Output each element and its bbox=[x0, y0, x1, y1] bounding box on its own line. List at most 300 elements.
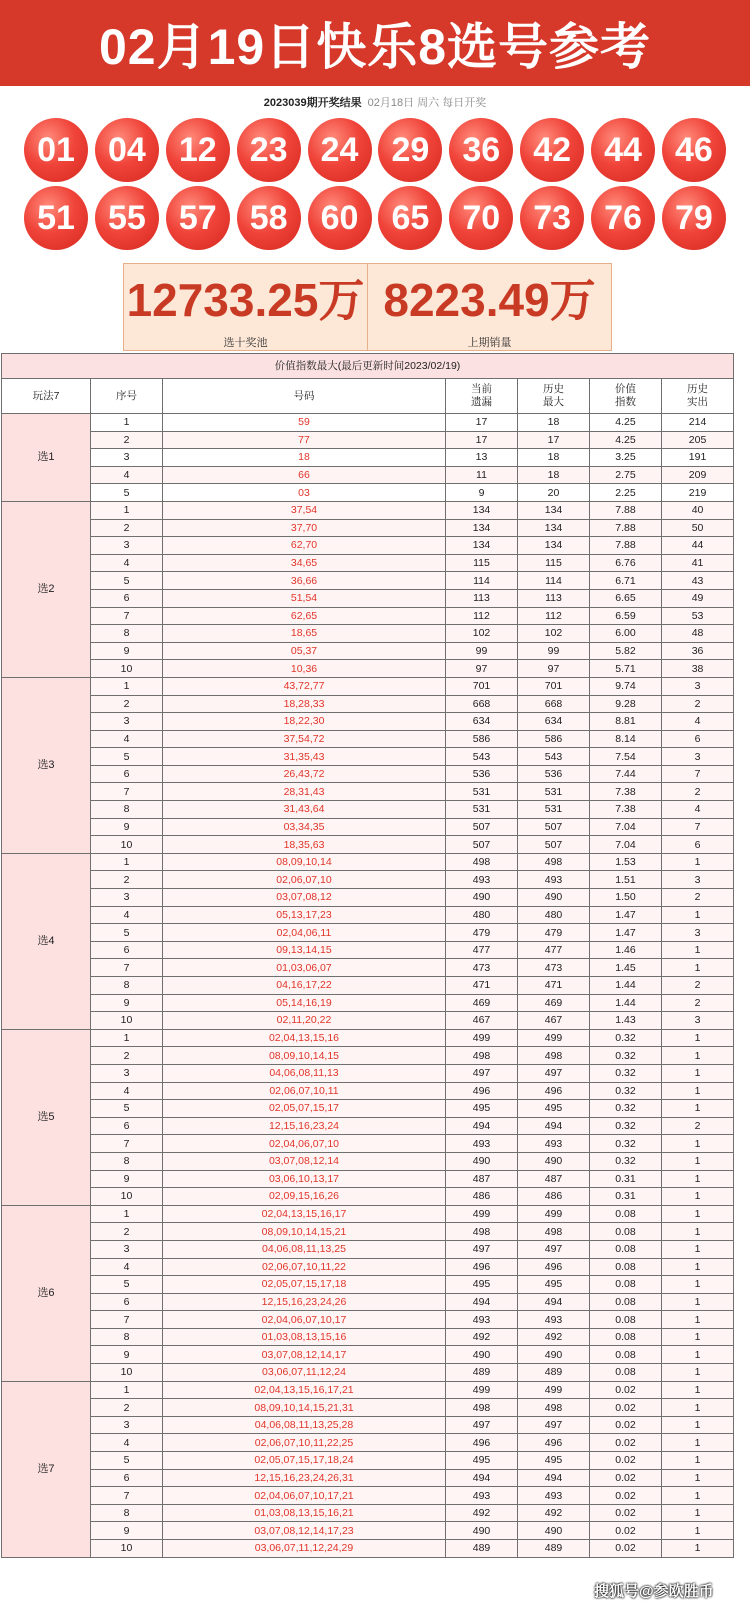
index-cell: 2 bbox=[91, 695, 163, 713]
play-type-cell: 选1 bbox=[2, 414, 91, 502]
numbers-cell: 01,03,08,13,15,16 bbox=[163, 1328, 446, 1346]
table-row bbox=[2, 1082, 734, 1100]
history-hits-cell: 53 bbox=[662, 607, 734, 625]
numbers-cell: 18 bbox=[163, 449, 446, 467]
sales-caption: 上期销量 bbox=[467, 337, 512, 349]
history-max-cell: 490 bbox=[518, 1152, 590, 1170]
current-miss-cell: 497 bbox=[446, 1240, 518, 1258]
table-row bbox=[2, 853, 734, 871]
history-max-cell: 20 bbox=[518, 484, 590, 502]
number-ball: 51 bbox=[24, 186, 88, 250]
table-row bbox=[2, 941, 734, 959]
numbers-cell: 08,09,10,14,15,21,31 bbox=[163, 1399, 446, 1417]
history-hits-cell: 1 bbox=[662, 1381, 734, 1399]
history-max-cell: 493 bbox=[518, 1135, 590, 1153]
history-hits-cell: 1 bbox=[662, 1293, 734, 1311]
numbers-cell: 12,15,16,23,24,26 bbox=[163, 1293, 446, 1311]
history-hits-cell: 38 bbox=[662, 660, 734, 678]
value-index-cell: 0.02 bbox=[590, 1540, 662, 1558]
history-max-cell: 18 bbox=[518, 414, 590, 432]
value-index-cell: 5.71 bbox=[590, 660, 662, 678]
value-index-cell: 0.02 bbox=[590, 1399, 662, 1417]
numbers-cell: 02,06,07,10,11,22 bbox=[163, 1258, 446, 1276]
numbers-cell: 04,06,08,11,13,25 bbox=[163, 1240, 446, 1258]
value-index-cell: 1.46 bbox=[590, 941, 662, 959]
table-row bbox=[2, 783, 734, 801]
value-index-cell: 0.32 bbox=[590, 1117, 662, 1135]
index-cell: 1 bbox=[91, 1029, 163, 1047]
index-cell: 8 bbox=[91, 1504, 163, 1522]
index-cell: 6 bbox=[91, 1117, 163, 1135]
table-row bbox=[2, 1152, 734, 1170]
current-miss-cell: 494 bbox=[446, 1117, 518, 1135]
index-cell: 3 bbox=[91, 1416, 163, 1434]
history-max-cell: 99 bbox=[518, 642, 590, 660]
number-ball: 04 bbox=[95, 118, 159, 182]
history-max-cell: 489 bbox=[518, 1540, 590, 1558]
index-cell: 2 bbox=[91, 431, 163, 449]
value-index-cell: 0.08 bbox=[590, 1364, 662, 1382]
value-index-cell: 0.32 bbox=[590, 1029, 662, 1047]
numbers-cell: 05,13,17,23 bbox=[163, 906, 446, 924]
index-cell: 2 bbox=[91, 871, 163, 889]
history-hits-cell: 40 bbox=[662, 501, 734, 519]
current-miss-cell: 479 bbox=[446, 924, 518, 942]
table-row bbox=[2, 889, 734, 907]
history-hits-cell: 7 bbox=[662, 765, 734, 783]
history-hits-cell: 1 bbox=[662, 1152, 734, 1170]
history-hits-cell: 1 bbox=[662, 1522, 734, 1540]
table-row bbox=[2, 607, 734, 625]
draw-info bbox=[0, 94, 750, 110]
winning-numbers-row-1 bbox=[24, 118, 726, 182]
stats-panel bbox=[123, 263, 612, 351]
history-hits-cell: 1 bbox=[662, 1258, 734, 1276]
index-cell: 6 bbox=[91, 765, 163, 783]
table-row bbox=[2, 589, 734, 607]
history-max-cell: 494 bbox=[518, 1117, 590, 1135]
history-max-cell: 112 bbox=[518, 607, 590, 625]
numbers-cell: 03 bbox=[163, 484, 446, 502]
current-miss-cell: 499 bbox=[446, 1381, 518, 1399]
numbers-cell: 05,37 bbox=[163, 642, 446, 660]
history-hits-cell: 49 bbox=[662, 589, 734, 607]
history-hits-cell: 1 bbox=[662, 1399, 734, 1417]
history-max-cell: 493 bbox=[518, 1487, 590, 1505]
numbers-cell: 02,06,07,10,11 bbox=[163, 1082, 446, 1100]
numbers-cell: 03,06,07,11,12,24 bbox=[163, 1364, 446, 1382]
current-miss-cell: 586 bbox=[446, 730, 518, 748]
table-row bbox=[2, 431, 734, 449]
index-cell: 5 bbox=[91, 1276, 163, 1294]
history-max-cell: 17 bbox=[518, 431, 590, 449]
history-max-cell: 499 bbox=[518, 1205, 590, 1223]
history-hits-cell: 1 bbox=[662, 1170, 734, 1188]
history-max-cell: 490 bbox=[518, 1522, 590, 1540]
prize-pool-box bbox=[123, 263, 368, 351]
value-index-cell: 1.45 bbox=[590, 959, 662, 977]
value-index-cell: 2.25 bbox=[590, 484, 662, 502]
history-hits-cell: 3 bbox=[662, 748, 734, 766]
number-ball: 60 bbox=[308, 186, 372, 250]
index-cell: 9 bbox=[91, 1170, 163, 1188]
table-row bbox=[2, 1416, 734, 1434]
history-hits-cell: 1 bbox=[662, 1346, 734, 1364]
history-max-cell: 97 bbox=[518, 660, 590, 678]
table-row bbox=[2, 519, 734, 537]
table-row bbox=[2, 414, 734, 432]
value-index-cell: 1.44 bbox=[590, 994, 662, 1012]
table-row bbox=[2, 1047, 734, 1065]
table-row bbox=[2, 1346, 734, 1364]
numbers-cell: 08,09,10,14 bbox=[163, 853, 446, 871]
value-index-cell: 6.71 bbox=[590, 572, 662, 590]
value-index-cell: 7.88 bbox=[590, 537, 662, 555]
table-row bbox=[2, 1240, 734, 1258]
history-max-cell: 493 bbox=[518, 1311, 590, 1329]
table-row bbox=[2, 730, 734, 748]
table-row bbox=[2, 713, 734, 731]
current-miss-cell: 496 bbox=[446, 1434, 518, 1452]
play-type-cell: 选5 bbox=[2, 1029, 91, 1205]
current-miss-cell: 492 bbox=[446, 1328, 518, 1346]
table-row bbox=[2, 994, 734, 1012]
current-miss-cell: 495 bbox=[446, 1452, 518, 1470]
history-max-cell: 113 bbox=[518, 589, 590, 607]
value-index-cell: 8.14 bbox=[590, 730, 662, 748]
history-hits-cell: 3 bbox=[662, 1012, 734, 1030]
current-miss-cell: 701 bbox=[446, 677, 518, 695]
history-hits-cell: 1 bbox=[662, 853, 734, 871]
current-miss-cell: 497 bbox=[446, 1064, 518, 1082]
history-hits-cell: 36 bbox=[662, 642, 734, 660]
value-index-cell: 7.54 bbox=[590, 748, 662, 766]
index-cell: 3 bbox=[91, 537, 163, 555]
current-miss-cell: 499 bbox=[446, 1205, 518, 1223]
play-type-cell: 选6 bbox=[2, 1205, 91, 1381]
index-cell: 5 bbox=[91, 1452, 163, 1470]
numbers-cell: 37,54,72 bbox=[163, 730, 446, 748]
table-row bbox=[2, 1328, 734, 1346]
history-max-cell: 489 bbox=[518, 1364, 590, 1382]
value-index-cell: 0.02 bbox=[590, 1434, 662, 1452]
number-ball: 73 bbox=[520, 186, 584, 250]
history-max-cell: 494 bbox=[518, 1469, 590, 1487]
current-miss-cell: 507 bbox=[446, 836, 518, 854]
current-miss-cell: 531 bbox=[446, 783, 518, 801]
history-max-cell: 634 bbox=[518, 713, 590, 731]
value-index-cell: 0.08 bbox=[590, 1258, 662, 1276]
history-max-cell: 134 bbox=[518, 501, 590, 519]
column-header: 价值 指数 bbox=[590, 379, 662, 414]
index-cell: 1 bbox=[91, 501, 163, 519]
index-cell: 8 bbox=[91, 625, 163, 643]
current-miss-cell: 495 bbox=[446, 1276, 518, 1294]
current-miss-cell: 531 bbox=[446, 801, 518, 819]
history-max-cell: 496 bbox=[518, 1434, 590, 1452]
history-hits-cell: 1 bbox=[662, 1434, 734, 1452]
value-index-cell: 7.04 bbox=[590, 818, 662, 836]
history-max-cell: 490 bbox=[518, 889, 590, 907]
history-max-cell: 495 bbox=[518, 1276, 590, 1294]
index-cell: 9 bbox=[91, 1522, 163, 1540]
numbers-cell: 77 bbox=[163, 431, 446, 449]
history-hits-cell: 1 bbox=[662, 1452, 734, 1470]
history-hits-cell: 48 bbox=[662, 625, 734, 643]
numbers-cell: 04,06,08,11,13 bbox=[163, 1064, 446, 1082]
numbers-cell: 02,05,07,15,17,18,24 bbox=[163, 1452, 446, 1470]
table-row bbox=[2, 1012, 734, 1030]
numbers-cell: 18,65 bbox=[163, 625, 446, 643]
number-ball: 36 bbox=[449, 118, 513, 182]
value-index-cell: 0.02 bbox=[590, 1469, 662, 1487]
index-cell: 4 bbox=[91, 554, 163, 572]
history-max-cell: 480 bbox=[518, 906, 590, 924]
winning-numbers-row-2 bbox=[24, 186, 726, 250]
history-max-cell: 498 bbox=[518, 1223, 590, 1241]
index-cell: 8 bbox=[91, 977, 163, 995]
current-miss-cell: 498 bbox=[446, 1047, 518, 1065]
numbers-cell: 02,04,06,11 bbox=[163, 924, 446, 942]
table-row bbox=[2, 818, 734, 836]
history-max-cell: 114 bbox=[518, 572, 590, 590]
table-row bbox=[2, 501, 734, 519]
index-cell: 5 bbox=[91, 924, 163, 942]
table-title: 价值指数最大(最后更新时间2023/02/19) bbox=[2, 354, 734, 379]
index-cell: 3 bbox=[91, 449, 163, 467]
table-row bbox=[2, 959, 734, 977]
numbers-cell: 51,54 bbox=[163, 589, 446, 607]
index-cell: 7 bbox=[91, 607, 163, 625]
number-ball: 42 bbox=[520, 118, 584, 182]
table-row bbox=[2, 1188, 734, 1206]
history-hits-cell: 1 bbox=[662, 1540, 734, 1558]
history-hits-cell: 209 bbox=[662, 466, 734, 484]
current-miss-cell: 473 bbox=[446, 959, 518, 977]
index-cell: 10 bbox=[91, 1188, 163, 1206]
number-ball: 65 bbox=[378, 186, 442, 250]
current-miss-cell: 497 bbox=[446, 1416, 518, 1434]
value-index-cell: 7.38 bbox=[590, 783, 662, 801]
current-miss-cell: 499 bbox=[446, 1029, 518, 1047]
index-cell: 2 bbox=[91, 1399, 163, 1417]
history-hits-cell: 4 bbox=[662, 713, 734, 731]
number-ball: 12 bbox=[166, 118, 230, 182]
table-row bbox=[2, 1258, 734, 1276]
history-max-cell: 543 bbox=[518, 748, 590, 766]
value-index-cell: 0.08 bbox=[590, 1311, 662, 1329]
value-index-cell: 8.81 bbox=[590, 713, 662, 731]
history-max-cell: 495 bbox=[518, 1100, 590, 1118]
history-max-cell: 490 bbox=[518, 1346, 590, 1364]
value-index-cell: 0.08 bbox=[590, 1223, 662, 1241]
table-row bbox=[2, 977, 734, 995]
current-miss-cell: 477 bbox=[446, 941, 518, 959]
history-max-cell: 115 bbox=[518, 554, 590, 572]
numbers-cell: 18,28,33 bbox=[163, 695, 446, 713]
numbers-cell: 10,36 bbox=[163, 660, 446, 678]
value-index-cell: 4.25 bbox=[590, 431, 662, 449]
index-cell: 1 bbox=[91, 1205, 163, 1223]
history-max-cell: 486 bbox=[518, 1188, 590, 1206]
play-type-cell: 选3 bbox=[2, 677, 91, 853]
value-index-cell: 0.31 bbox=[590, 1170, 662, 1188]
table-row bbox=[2, 765, 734, 783]
history-hits-cell: 1 bbox=[662, 1223, 734, 1241]
numbers-cell: 66 bbox=[163, 466, 446, 484]
numbers-cell: 37,54 bbox=[163, 501, 446, 519]
value-index-cell: 7.38 bbox=[590, 801, 662, 819]
column-header: 当前 遗漏 bbox=[446, 379, 518, 414]
current-miss-cell: 102 bbox=[446, 625, 518, 643]
numbers-cell: 26,43,72 bbox=[163, 765, 446, 783]
history-hits-cell: 1 bbox=[662, 1416, 734, 1434]
index-cell: 8 bbox=[91, 801, 163, 819]
current-miss-cell: 507 bbox=[446, 818, 518, 836]
value-index-cell: 4.25 bbox=[590, 414, 662, 432]
number-ball: 24 bbox=[308, 118, 372, 182]
current-miss-cell: 493 bbox=[446, 871, 518, 889]
table-row bbox=[2, 1293, 734, 1311]
history-hits-cell: 219 bbox=[662, 484, 734, 502]
number-ball: 44 bbox=[591, 118, 655, 182]
index-cell: 3 bbox=[91, 1240, 163, 1258]
index-cell: 10 bbox=[91, 1364, 163, 1382]
index-cell: 5 bbox=[91, 748, 163, 766]
value-index-cell: 0.02 bbox=[590, 1452, 662, 1470]
table-row bbox=[2, 924, 734, 942]
history-hits-cell: 1 bbox=[662, 941, 734, 959]
history-max-cell: 497 bbox=[518, 1064, 590, 1082]
column-header: 玩法7 bbox=[2, 379, 91, 414]
current-miss-cell: 494 bbox=[446, 1469, 518, 1487]
value-index-cell: 0.08 bbox=[590, 1346, 662, 1364]
table-row bbox=[2, 1434, 734, 1452]
current-miss-cell: 496 bbox=[446, 1258, 518, 1276]
value-index-cell: 9.28 bbox=[590, 695, 662, 713]
current-miss-cell: 490 bbox=[446, 1522, 518, 1540]
history-max-cell: 473 bbox=[518, 959, 590, 977]
history-max-cell: 18 bbox=[518, 466, 590, 484]
value-index-cell: 7.88 bbox=[590, 519, 662, 537]
numbers-cell: 04,16,17,22 bbox=[163, 977, 446, 995]
index-cell: 9 bbox=[91, 818, 163, 836]
index-cell: 7 bbox=[91, 783, 163, 801]
numbers-cell: 04,06,08,11,13,25,28 bbox=[163, 1416, 446, 1434]
table-row bbox=[2, 695, 734, 713]
index-cell: 1 bbox=[91, 414, 163, 432]
table-row bbox=[2, 1117, 734, 1135]
history-hits-cell: 50 bbox=[662, 519, 734, 537]
numbers-cell: 18,22,30 bbox=[163, 713, 446, 731]
history-max-cell: 531 bbox=[518, 801, 590, 819]
history-max-cell: 479 bbox=[518, 924, 590, 942]
table-row bbox=[2, 572, 734, 590]
history-max-cell: 471 bbox=[518, 977, 590, 995]
current-miss-cell: 467 bbox=[446, 1012, 518, 1030]
numbers-cell: 01,03,08,13,15,16,21 bbox=[163, 1504, 446, 1522]
history-max-cell: 134 bbox=[518, 537, 590, 555]
history-max-cell: 668 bbox=[518, 695, 590, 713]
number-ball: 01 bbox=[24, 118, 88, 182]
index-cell: 6 bbox=[91, 941, 163, 959]
current-miss-cell: 9 bbox=[446, 484, 518, 502]
numbers-cell: 37,70 bbox=[163, 519, 446, 537]
history-max-cell: 499 bbox=[518, 1381, 590, 1399]
history-hits-cell: 2 bbox=[662, 977, 734, 995]
prize-pool-caption: 选十奖池 bbox=[223, 337, 268, 349]
history-hits-cell: 6 bbox=[662, 730, 734, 748]
current-miss-cell: 489 bbox=[446, 1540, 518, 1558]
numbers-cell: 03,07,08,12,14,17,23 bbox=[163, 1522, 446, 1540]
value-index-cell: 0.02 bbox=[590, 1522, 662, 1540]
current-miss-cell: 134 bbox=[446, 501, 518, 519]
value-index-cell: 0.32 bbox=[590, 1152, 662, 1170]
numbers-cell: 18,35,63 bbox=[163, 836, 446, 854]
draw-date: 02月18日 周六 每日开奖 bbox=[367, 97, 487, 109]
numbers-cell: 03,07,08,12,14 bbox=[163, 1152, 446, 1170]
table-row bbox=[2, 642, 734, 660]
index-cell: 4 bbox=[91, 1258, 163, 1276]
current-miss-cell: 495 bbox=[446, 1100, 518, 1118]
table-row bbox=[2, 906, 734, 924]
table-row bbox=[2, 1135, 734, 1153]
numbers-cell: 02,04,13,15,16 bbox=[163, 1029, 446, 1047]
history-max-cell: 492 bbox=[518, 1504, 590, 1522]
numbers-cell: 03,06,07,11,12,24,29 bbox=[163, 1540, 446, 1558]
play-type-cell: 选2 bbox=[2, 501, 91, 677]
history-hits-cell: 2 bbox=[662, 783, 734, 801]
table-row bbox=[2, 1029, 734, 1047]
history-max-cell: 497 bbox=[518, 1416, 590, 1434]
current-miss-cell: 634 bbox=[446, 713, 518, 731]
value-index-cell: 1.44 bbox=[590, 977, 662, 995]
table-row bbox=[2, 1064, 734, 1082]
column-header: 历史 实出 bbox=[662, 379, 734, 414]
history-max-cell: 497 bbox=[518, 1240, 590, 1258]
numbers-cell: 12,15,16,23,24,26,31 bbox=[163, 1469, 446, 1487]
index-cell: 8 bbox=[91, 1328, 163, 1346]
numbers-cell: 31,35,43 bbox=[163, 748, 446, 766]
current-miss-cell: 498 bbox=[446, 1223, 518, 1241]
number-ball: 46 bbox=[662, 118, 726, 182]
value-index-cell: 0.32 bbox=[590, 1064, 662, 1082]
table-row bbox=[2, 871, 734, 889]
history-hits-cell: 3 bbox=[662, 924, 734, 942]
index-cell: 10 bbox=[91, 660, 163, 678]
value-index-cell: 0.31 bbox=[590, 1188, 662, 1206]
current-miss-cell: 493 bbox=[446, 1311, 518, 1329]
history-max-cell: 487 bbox=[518, 1170, 590, 1188]
numbers-cell: 03,07,08,12,14,17 bbox=[163, 1346, 446, 1364]
number-ball: 29 bbox=[378, 118, 442, 182]
current-miss-cell: 17 bbox=[446, 414, 518, 432]
table-row bbox=[2, 1399, 734, 1417]
numbers-cell: 03,34,35 bbox=[163, 818, 446, 836]
history-hits-cell: 2 bbox=[662, 889, 734, 907]
table-row bbox=[2, 748, 734, 766]
value-index-cell: 5.82 bbox=[590, 642, 662, 660]
history-hits-cell: 7 bbox=[662, 818, 734, 836]
history-hits-cell: 1 bbox=[662, 1188, 734, 1206]
value-index-cell: 0.08 bbox=[590, 1240, 662, 1258]
index-cell: 2 bbox=[91, 1047, 163, 1065]
numbers-cell: 02,05,07,15,17,18 bbox=[163, 1276, 446, 1294]
value-index-cell: 0.32 bbox=[590, 1100, 662, 1118]
numbers-cell: 59 bbox=[163, 414, 446, 432]
current-miss-cell: 668 bbox=[446, 695, 518, 713]
numbers-cell: 28,31,43 bbox=[163, 783, 446, 801]
